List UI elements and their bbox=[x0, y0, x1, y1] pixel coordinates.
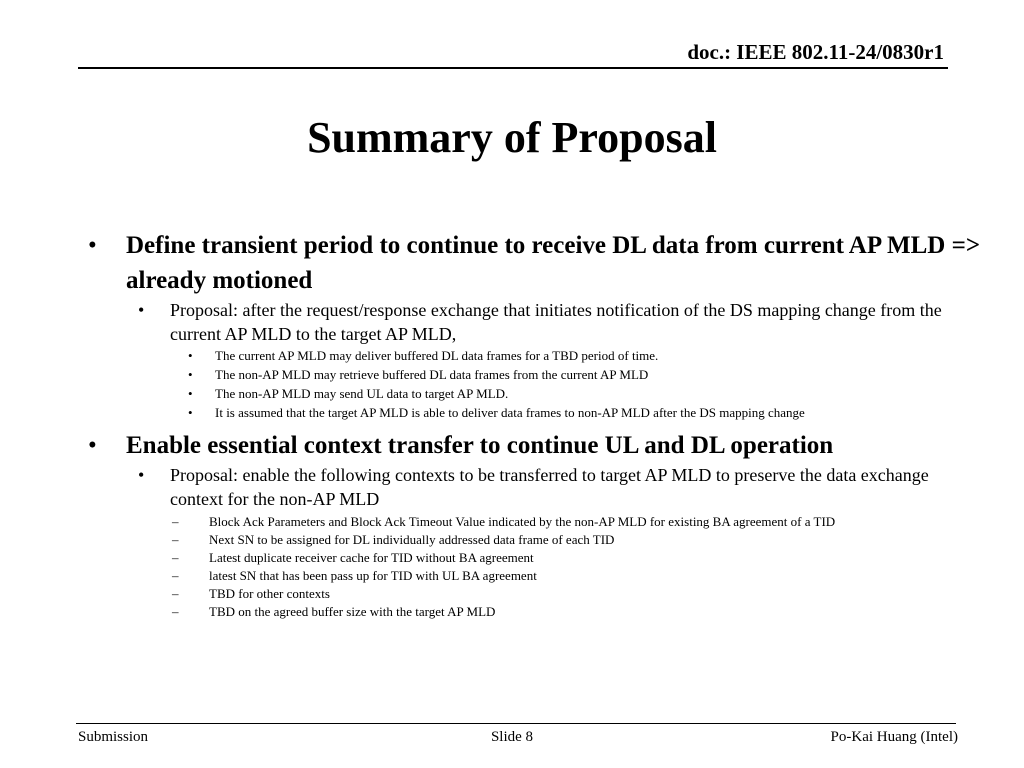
dash: – bbox=[172, 568, 179, 583]
heading-text: Define transient period to continue to receive DL data from current AP MLD => already motioned bbox=[126, 232, 981, 294]
slide-content bbox=[0, 228, 1024, 621]
bullet: • bbox=[188, 386, 193, 401]
section-1-proposal bbox=[0, 298, 1024, 346]
footer-divider bbox=[76, 723, 956, 724]
section-1-heading bbox=[0, 228, 1024, 298]
list-item bbox=[0, 513, 1024, 531]
dash: – bbox=[172, 586, 179, 601]
list-item bbox=[0, 603, 1024, 621]
dash: – bbox=[172, 532, 179, 547]
item-text: latest SN that has been pass up for TID with UL BA agreement bbox=[209, 568, 537, 583]
proposal-text: Proposal: after the request/response exchange that initiates notification of the DS mapping change from the current AP MLD to the target AP MLD, bbox=[170, 300, 942, 344]
bullet: • bbox=[138, 300, 145, 320]
bullet: • bbox=[188, 348, 193, 363]
bullet: • bbox=[188, 367, 193, 382]
item-text: TBD on the agreed buffer size with the target AP MLD bbox=[209, 604, 496, 619]
section-2-heading bbox=[0, 428, 1024, 463]
proposal-text: Proposal: enable the following contexts to be transferred to target AP MLD to preserve the data exchange context for the non-AP MLD bbox=[170, 465, 929, 509]
bullet: • bbox=[88, 232, 97, 259]
dash: – bbox=[172, 550, 179, 565]
section-2-proposal bbox=[0, 463, 1024, 511]
footer-author: Po-Kai Huang (Intel) bbox=[830, 729, 958, 745]
footer-submission: Submission bbox=[78, 729, 149, 745]
list-item bbox=[0, 531, 1024, 549]
item-text: TBD for other contexts bbox=[209, 586, 330, 601]
item-text: It is assumed that the target AP MLD is able to deliver data frames to non-AP MLD after the DS mapping change bbox=[215, 405, 805, 420]
list-item bbox=[0, 403, 1024, 422]
heading-text: Enable essential context transfer to continue UL and DL operation bbox=[126, 432, 834, 459]
header-divider bbox=[78, 67, 948, 69]
item-text: Latest duplicate receiver cache for TID without BA agreement bbox=[209, 550, 534, 565]
item-text: Next SN to be assigned for DL individually addressed data frame of each TID bbox=[209, 532, 615, 547]
list-item bbox=[0, 384, 1024, 403]
item-text: The non-AP MLD may retrieve buffered DL data frames from the current AP MLD bbox=[215, 367, 649, 382]
list-item bbox=[0, 585, 1024, 603]
item-text: The non-AP MLD may send UL data to target AP MLD. bbox=[215, 386, 509, 401]
list-item bbox=[0, 549, 1024, 567]
list-item bbox=[0, 365, 1024, 384]
dash: – bbox=[172, 514, 179, 529]
list-item bbox=[0, 567, 1024, 585]
slide-title: Summary of Proposal bbox=[307, 113, 717, 162]
bullet: • bbox=[138, 465, 145, 485]
bullet: • bbox=[188, 405, 193, 420]
slide-number: Slide 8 bbox=[490, 729, 534, 745]
item-text: The current AP MLD may deliver buffered DL data frames for a TBD period of time. bbox=[215, 348, 659, 363]
dash: – bbox=[172, 604, 179, 619]
list-item bbox=[0, 346, 1024, 365]
doc-id-header: doc.: IEEE 802.11-24/0830r1 bbox=[687, 40, 944, 64]
bullet: • bbox=[88, 432, 97, 459]
item-text: Block Ack Parameters and Block Ack Timeout Value indicated by the non-AP MLD for existing BA agreement of a TID bbox=[209, 514, 836, 529]
